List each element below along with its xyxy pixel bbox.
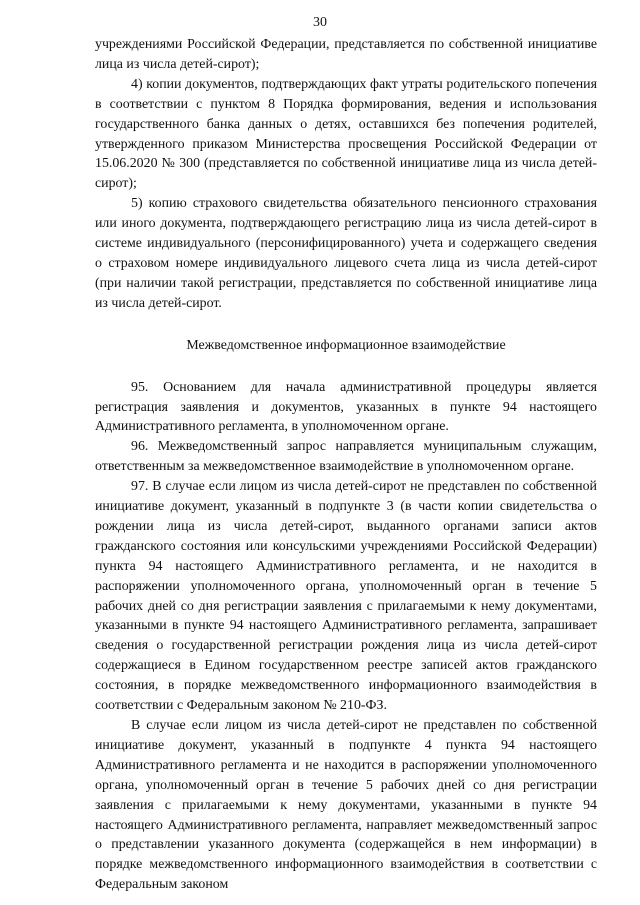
page-number: 30	[313, 15, 327, 30]
paragraph-97-continued: В случае если лицом из числа детей-сирот не представлен по собственной инициативе документ, указанный в подпункте 4 пункта 94 настоящего Административного регламента и не находится в распоряжении уполномоченного органа, уполномоченный орган в течение 5 рабочих дней со дня регистрации заявления с прилагаемыми к нему документами, указанными в пункте 94 настоящего Административного регламента, направляет межведомственный запрос о представлении указанного документа (содержащейся в нем информации) в порядке межведомственного информационного взаимодействия в соответствии с Федеральным законом	[95, 718, 597, 893]
paragraph-item-4: 4) копии документов, подтверждающих факт утраты родительского попечения в соответствии с пунктом 8 Порядка формирования, ведения и использования государственного банка данных о детях, оставшихся без попечения родителей, утвержденного приказом Министерства просвещения Российской Федерации от 15.06.2020 № 300 (представляется по собственной инициативе лица из числа детей-сирот);	[95, 76, 597, 192]
section-heading: Межведомственное информационное взаимодействие	[186, 337, 506, 353]
paragraph-continuation: учреждениями Российской Федерации, представляется по собственной инициативе лица из числа детей-сирот);	[95, 37, 597, 72]
paragraph-item-5: 5) копию страхового свидетельства обязательного пенсионного страхования или иного документа, подтверждающего регистрацию лица из числа детей-сирот в системе индивидуального (персонифицированного) учета и содержащего сведения о страховом номере индивидуального лицевого счета лица из числа детей-сирот (при наличии такой регистрации, представляется по собственной инициативе лица из числа детей-сирот.	[95, 196, 597, 311]
paragraph-95: 95. Основанием для начала административной процедуры является регистрация заявления и документов, указанных в пункте 94 настоящего Административного регламента, в уполномоченном органе.	[95, 379, 597, 435]
paragraph-97: 97. В случае если лицом из числа детей-сирот не представлен по собственной инициативе документ, указанный в подпункте 3 (в части копии свидетельства о рождении лица из числа детей-сирот, выданного органами записи актов гражданского состояния или консульскими учреждениями Российской Федерации) пункта 94 настоящего Административного регламента, и не находится в распоряжении уполномоченного органа, уполномоченный орган в течение 5 рабочих дней со дня регистрации заявления с прилагаемыми к нему документами, указанными в пункте 94 настоящего Административного регламента, запрашивает сведения о государственной регистрации рождения лица из числа детей-сирот содержащиеся в Едином государственном реестре записей актов гражданского состояния, в порядке межведомственного информационного взаимодействия в соответствии с Федеральным законом № 210-ФЗ.	[95, 479, 597, 714]
page-content	[95, 35, 597, 895]
paragraph-96: 96. Межведомственный запрос направляется муниципальным служащим, ответственным за межведомственное взаимодействие в уполномоченном органе.	[95, 439, 597, 475]
